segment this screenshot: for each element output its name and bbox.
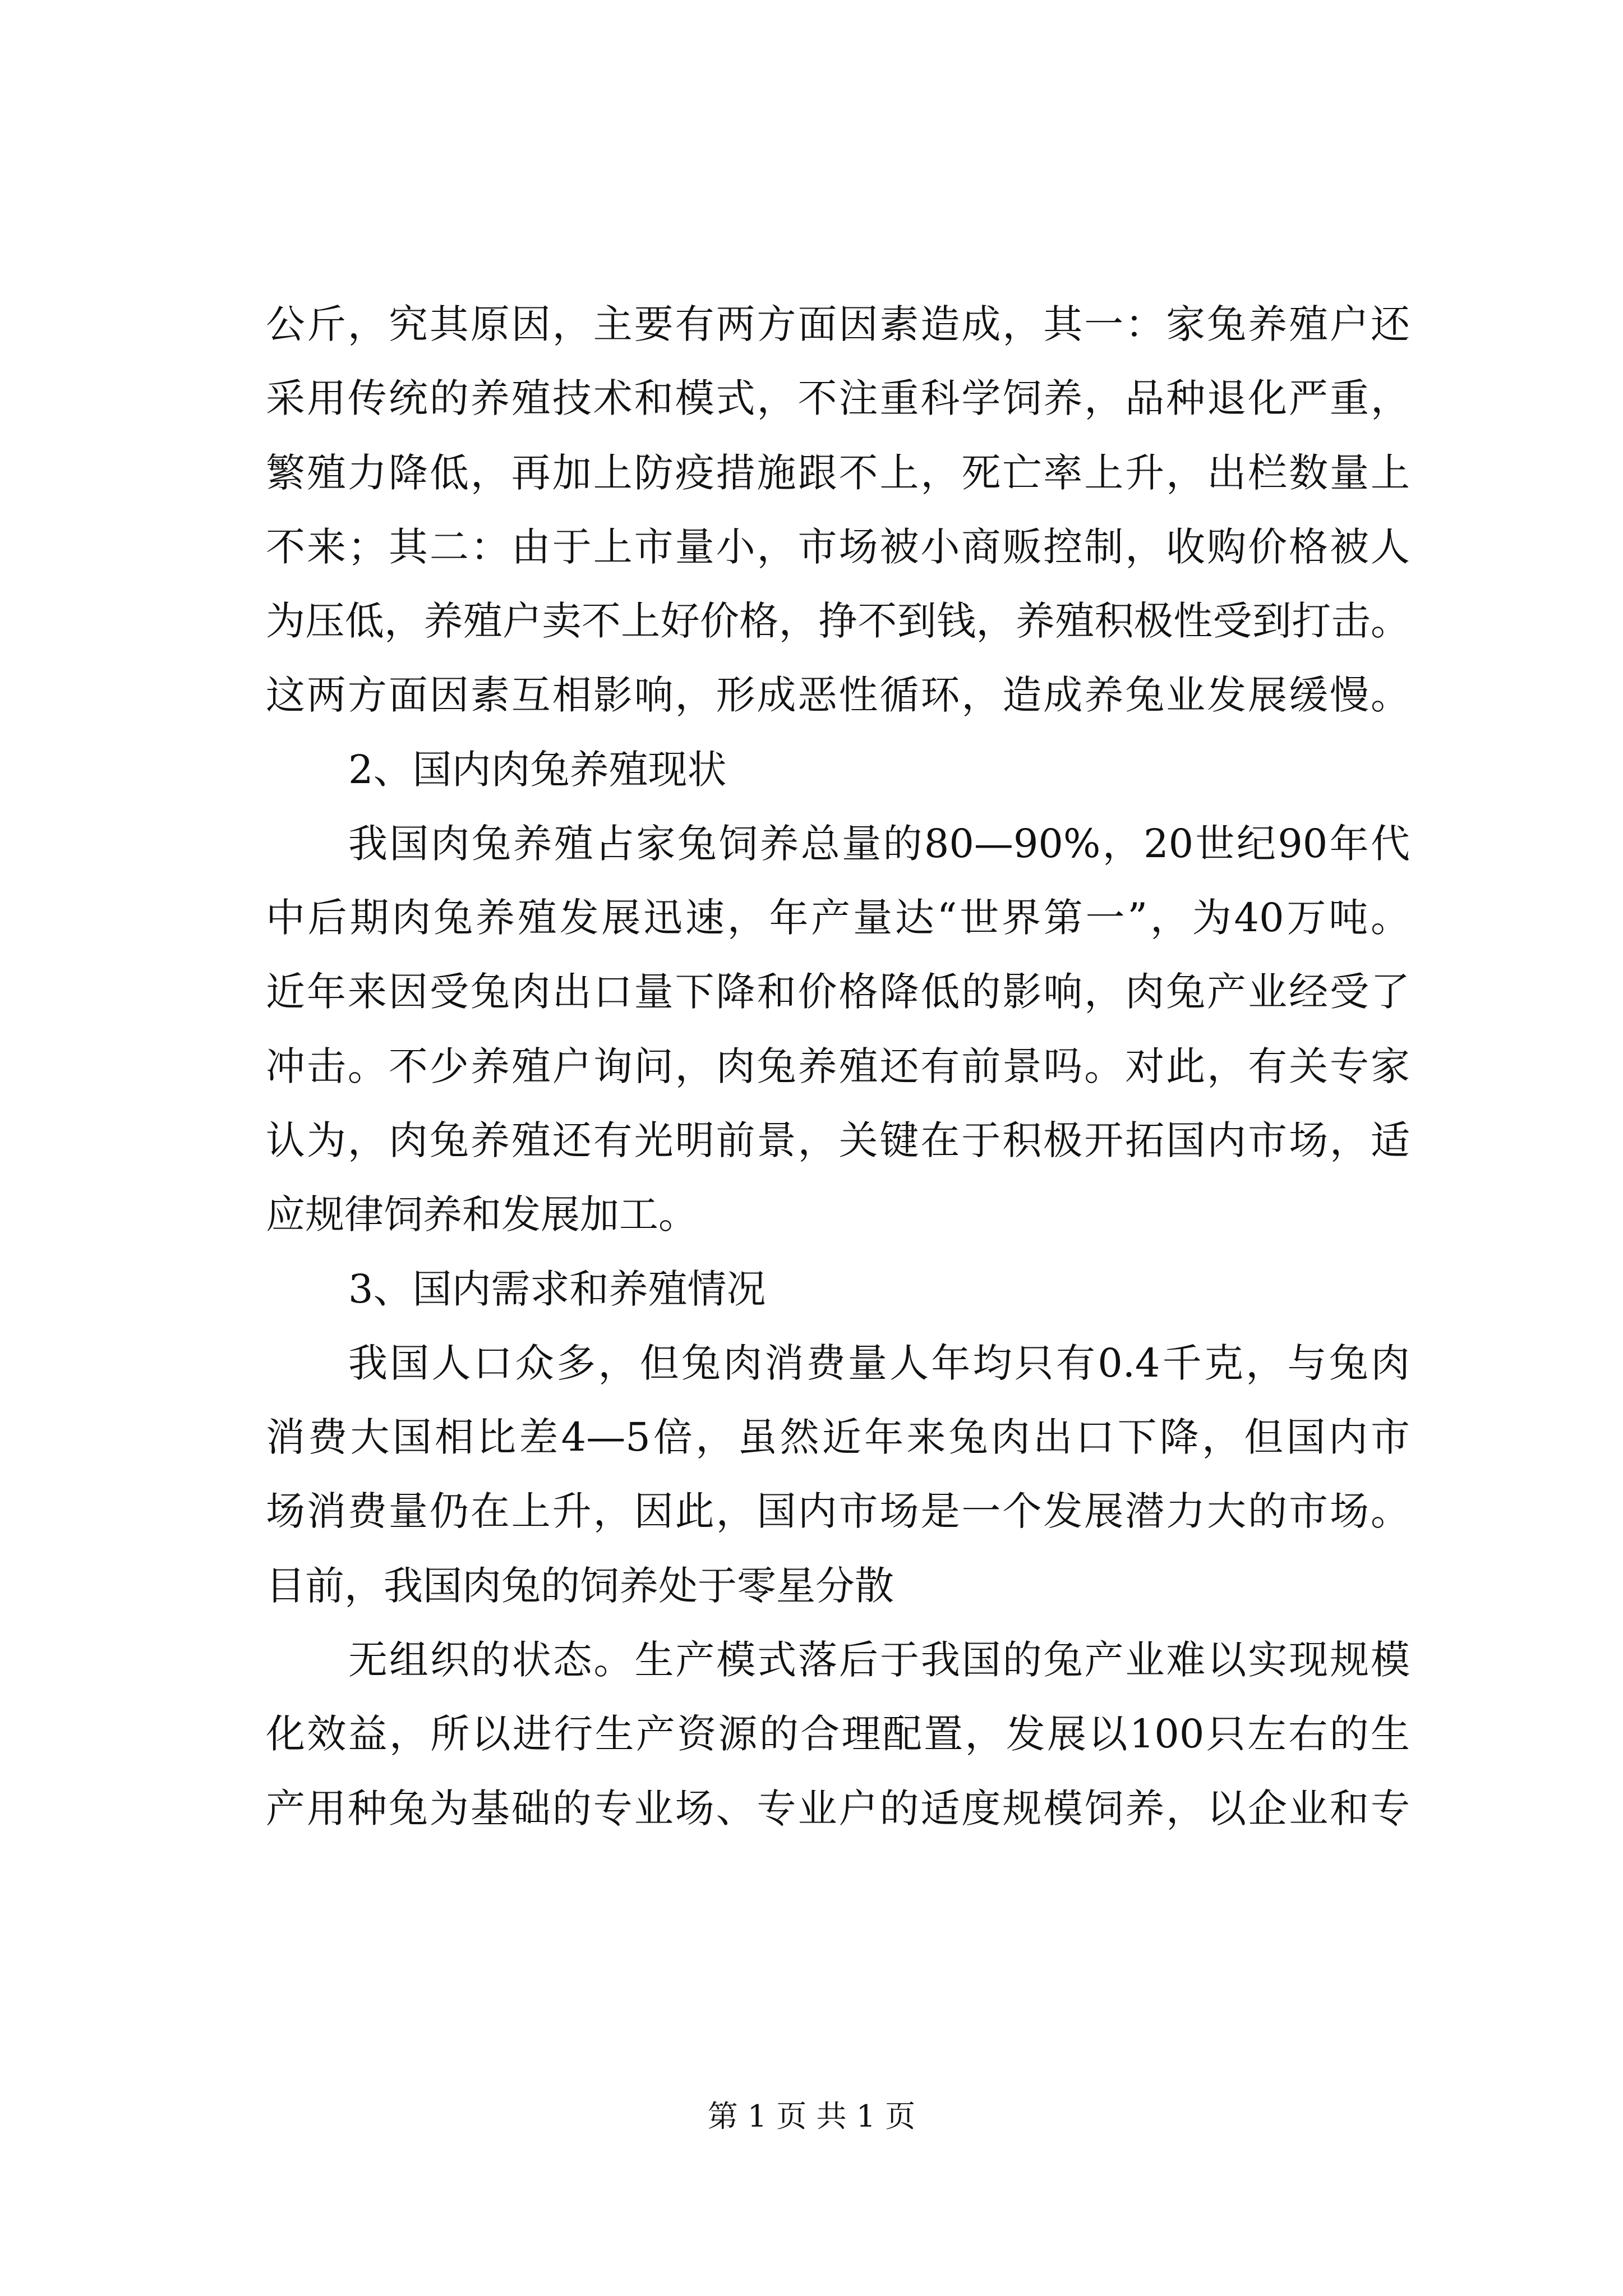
text-line-5: 为压低，养殖户卖不上好价格，挣不到钱，养殖积极性受到打击。 xyxy=(266,598,1410,644)
text-line-2: 采用传统的养殖技术和模式，不注重科学饲养，品种退化严重， xyxy=(266,375,1410,421)
section-heading-3: 3、国内需求和养殖情况 xyxy=(348,1266,766,1312)
page-footer: 第 1 页 共 1 页 xyxy=(707,2099,916,2134)
section-heading-2: 2、国内肉兔养殖现状 xyxy=(348,747,727,793)
text-line-21: 产用种兔为基础的专业场、专业户的适度规模饲养，以企业和专 xyxy=(266,1786,1410,1832)
text-line-12: 认为，肉兔养殖还有光明前景，关键在于积极开拓国内市场，适 xyxy=(266,1117,1410,1163)
text-line-18: 目前，我国肉兔的饲养处于零星分散 xyxy=(266,1563,894,1609)
text-line-11: 冲击。不少养殖户询问，肉兔养殖还有前景吗。对此，有关专家 xyxy=(266,1043,1410,1089)
text-line-13: 应规律饲养和发展加工。 xyxy=(266,1191,698,1237)
text-line-4: 不来；其二：由于上市量小，市场被小商贩控制，收购价格被人 xyxy=(266,524,1410,570)
text-line-10: 近年来因受兔肉出口量下降和价格降低的影响，肉兔产业经受了 xyxy=(266,969,1410,1015)
text-line-1: 公斤，究其原因，主要有两方面因素造成，其一：家兔养殖户还 xyxy=(266,301,1410,347)
text-line-16: 消费大国相比差4—5倍，虽然近年来兔肉出口下降，但国内市 xyxy=(266,1414,1410,1460)
text-line-8: 我国肉兔养殖占家兔饲养总量的80—90%，20世纪90年代 xyxy=(348,821,1410,867)
text-line-6: 这两方面因素互相影响，形成恶性循环，造成养兔业发展缓慢。 xyxy=(266,672,1410,718)
text-line-15: 我国人口众多，但兔肉消费量人年均只有0.4千克，与兔肉 xyxy=(348,1340,1410,1386)
text-line-17: 场消费量仍在上升，因此，国内市场是一个发展潜力大的市场。 xyxy=(266,1488,1410,1534)
text-line-19: 无组织的状态。生产模式落后于我国的兔产业难以实现规模 xyxy=(348,1637,1410,1683)
text-line-20: 化效益，所以进行生产资源的合理配置，发展以100只左右的生 xyxy=(266,1711,1410,1757)
text-line-9: 中后期肉兔养殖发展迅速，年产量达“世界第一”，为40万吨。 xyxy=(266,895,1410,941)
text-line-3: 繁殖力降低，再加上防疫措施跟不上，死亡率上升，出栏数量上 xyxy=(266,450,1410,496)
